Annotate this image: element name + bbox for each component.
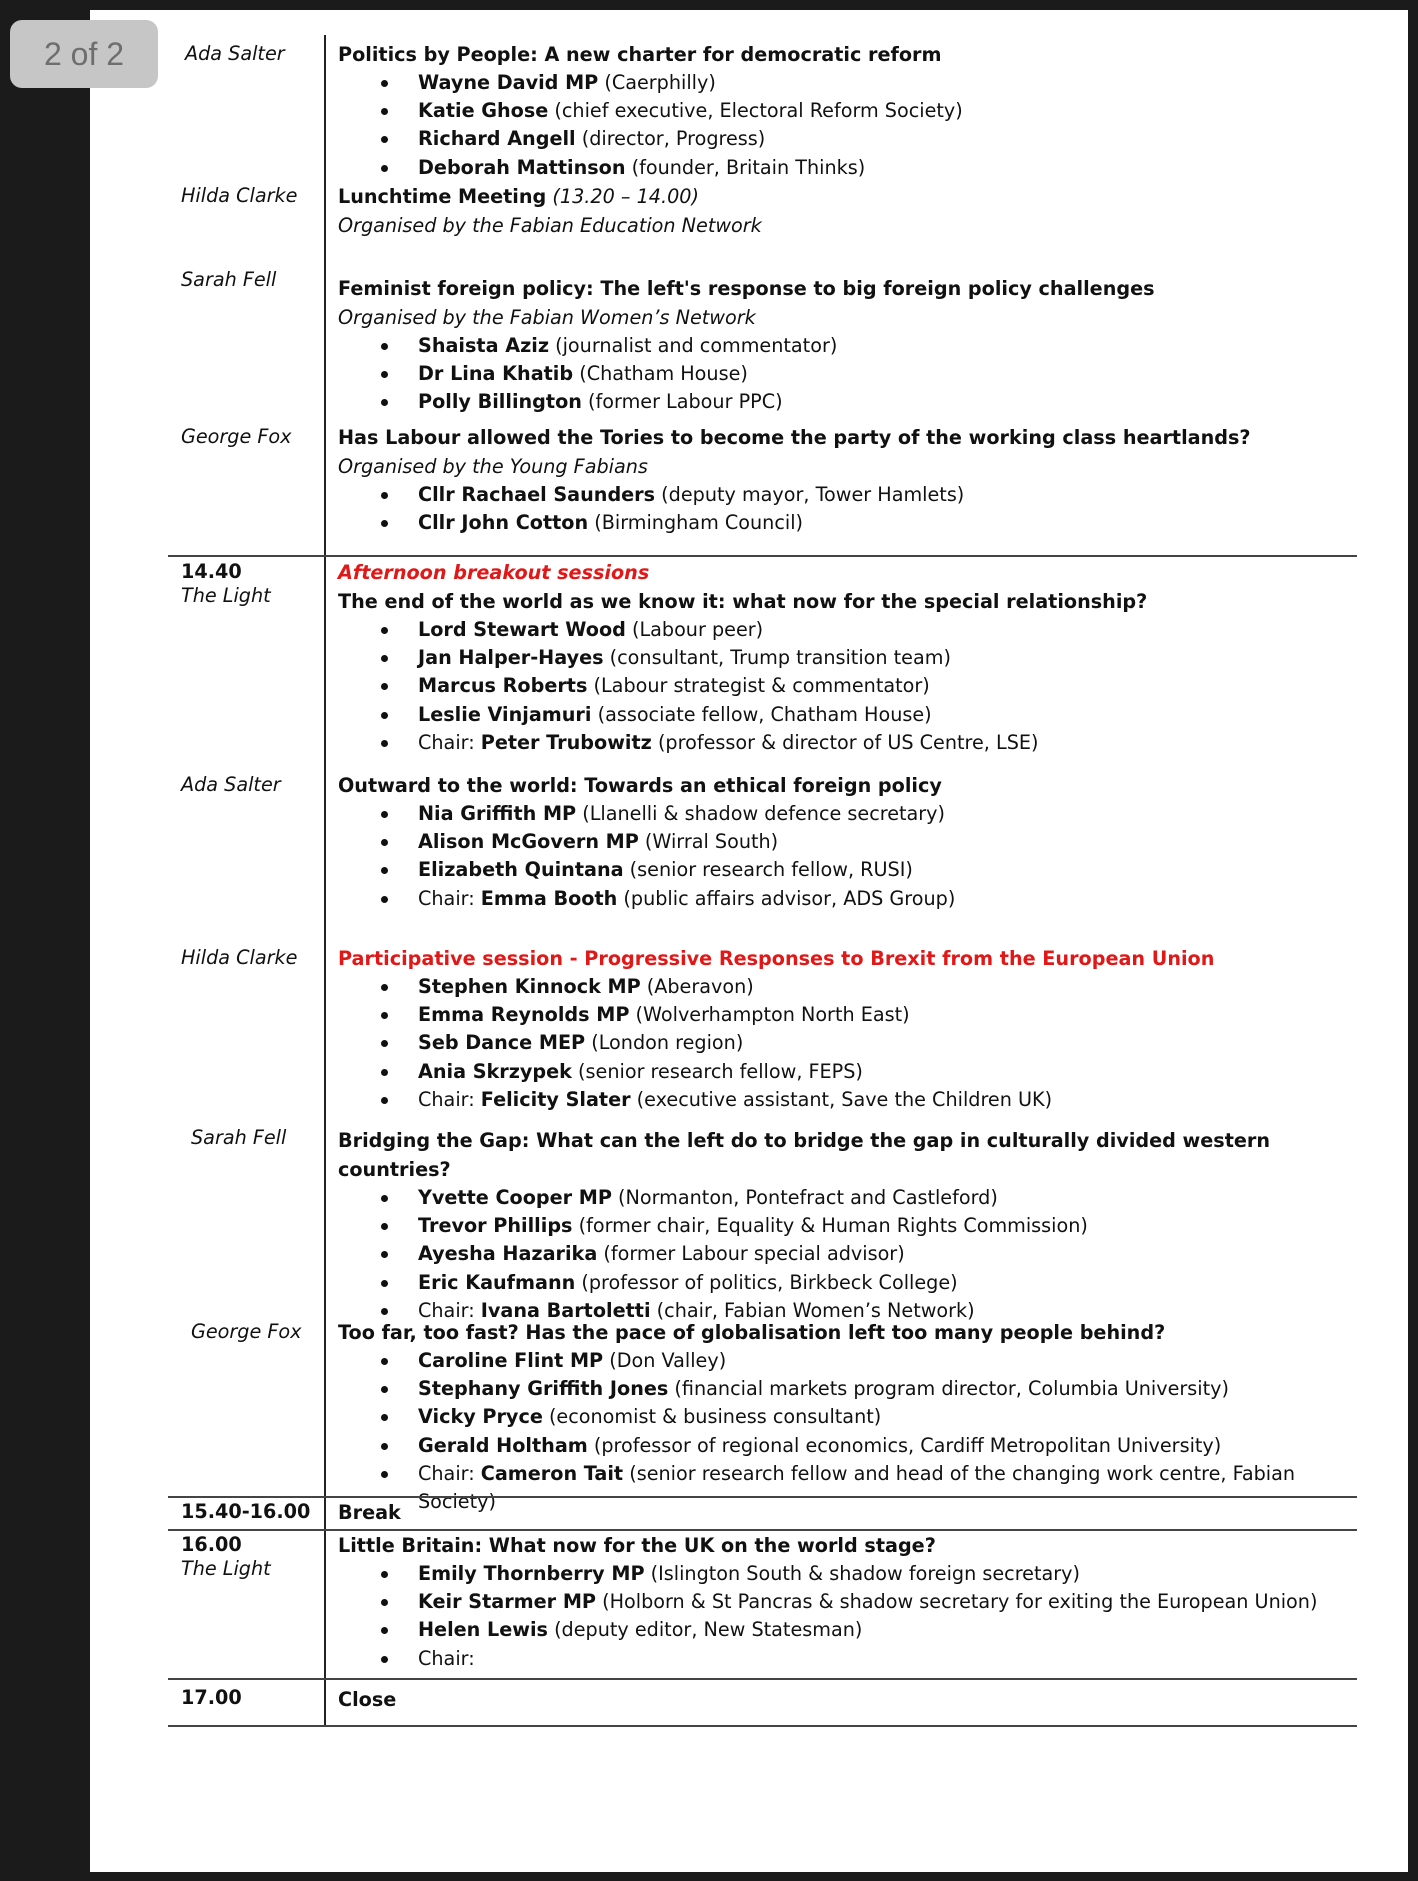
speaker-detail: (Islington South & shadow foreign secretary) (644, 1562, 1081, 1585)
speaker-item (338, 509, 1357, 537)
speaker-name: Wayne David MP (418, 71, 599, 94)
speaker-name: Caroline Flint MP (418, 1349, 604, 1372)
section-label: Afternoon breakout sessions (338, 561, 650, 584)
room-label: The Light (181, 584, 271, 607)
speaker-detail: (professor of regional economics, Cardiff Metropolitan University) (587, 1433, 1222, 1457)
session-title: Politics by People: A new charter for democratic reform (338, 43, 942, 66)
schedule-row (168, 770, 1357, 922)
time-label: 17.00 (181, 1686, 242, 1709)
speaker-item (338, 1240, 1357, 1268)
organiser-note: Organised by the Fabian Education Network (338, 214, 762, 237)
session-title: The end of the world as we know it: what now for the special relationship? (338, 590, 1148, 613)
schedule-row (168, 177, 1357, 260)
speaker-name: Emily Thornberry MP (418, 1562, 645, 1585)
speaker-item (338, 1269, 1357, 1297)
time-label: 14.40 (181, 560, 242, 583)
speaker-list (338, 332, 1357, 417)
room-label: Ada Salter (185, 42, 285, 65)
session-title: Feminist foreign policy: The left's response to big foreign policy challenges (338, 277, 1155, 300)
speaker-name: Ayesha Hazarika (418, 1242, 598, 1266)
speaker-name: Peter Trubowitz (480, 730, 652, 754)
speaker-name: Marcus Roberts (418, 674, 588, 698)
speaker-detail: (Wirral South) (638, 830, 779, 854)
speaker-detail: (Birmingham Council) (588, 511, 804, 535)
speaker-name: Richard Angell (418, 127, 576, 151)
speaker-detail: (Llanelli & shadow defence secretary) (576, 802, 946, 825)
chair-prefix: Chair: (418, 886, 481, 910)
speaker-name: Seb Dance MEP (418, 1031, 586, 1055)
time-label: 15.40-16.00 (181, 1500, 311, 1523)
session-title: Little Britain: What now for the UK on the world stage? (338, 1534, 936, 1557)
schedule-row (168, 1529, 1357, 1678)
speaker-detail: (deputy mayor, Tower Hamlets) (655, 483, 965, 506)
speaker-item (338, 1086, 1357, 1114)
speaker-name: Eric Kaufmann (418, 1270, 576, 1294)
speaker-item (338, 1616, 1357, 1644)
schedule-row (168, 922, 1357, 1118)
speaker-detail: (chair, Fabian Women’s Network) (650, 1298, 975, 1322)
speaker-item (338, 388, 1357, 416)
speaker-name: Felicity Slater (480, 1087, 631, 1111)
speaker-name: Cameron Tait (480, 1461, 624, 1485)
session-title: Close (338, 1688, 397, 1711)
schedule-row (168, 1118, 1357, 1322)
speaker-item (338, 1560, 1357, 1588)
speaker-item (338, 360, 1357, 388)
speaker-detail: (Labour peer) (625, 618, 764, 641)
room-label: Hilda Clarke (181, 184, 298, 207)
speaker-name: Yvette Cooper MP (418, 1186, 612, 1209)
speaker-item (338, 1645, 1357, 1673)
schedule-row (168, 417, 1357, 555)
speaker-name: Katie Ghose (418, 99, 549, 123)
speaker-name: Trevor Phillips (418, 1214, 573, 1238)
room-label: Ada Salter (181, 773, 281, 796)
speaker-detail: (Normanton, Pontefract and Castleford) (611, 1186, 998, 1209)
speaker-item (338, 1375, 1357, 1403)
session-title: Break (338, 1501, 401, 1524)
speaker-item (338, 481, 1357, 509)
speaker-name: Ivana Bartoletti (480, 1298, 651, 1322)
time-label: 16.00 (181, 1533, 242, 1556)
room-label: Sarah Fell (191, 1126, 287, 1149)
speaker-list (338, 800, 1357, 913)
speaker-name: Elizabeth Quintana (418, 858, 624, 882)
speaker-detail: (professor of politics, Birkbeck College) (575, 1270, 958, 1294)
speaker-detail: (senior research fellow and head of the changing work centre, Fabian Society) (418, 1461, 1296, 1514)
speaker-list (338, 1560, 1357, 1673)
speaker-name: Cllr John Cotton (418, 511, 589, 535)
session-time-note: (13.20 – 14.00) (546, 185, 700, 208)
speaker-name: Nia Griffith MP (418, 802, 577, 825)
room-label: George Fox (181, 425, 292, 448)
speaker-item (338, 125, 1357, 153)
speaker-detail: (former chair, Equality & Human Rights Commission) (572, 1214, 1088, 1238)
speaker-item (338, 672, 1357, 700)
room-label: Hilda Clarke (181, 946, 298, 969)
speaker-detail: (executive assistant, Save the Children UK) (630, 1087, 1053, 1111)
speaker-name: Polly Billington (418, 390, 582, 414)
speaker-item (338, 729, 1357, 757)
speaker-detail: (Wolverhampton North East) (629, 1003, 910, 1027)
speaker-name: Jan Halper-Hayes (418, 646, 604, 670)
speaker-item (338, 1001, 1357, 1029)
schedule-row (168, 555, 1357, 770)
speaker-name: Stephen Kinnock MP (418, 975, 641, 998)
room-label: The Light (181, 1557, 271, 1580)
speaker-item (338, 800, 1357, 828)
speaker-detail: (professor & director of US Centre, LSE) (651, 730, 1039, 754)
room-label: George Fox (191, 1320, 302, 1343)
chair-prefix: Chair: (418, 1087, 481, 1111)
speaker-list (338, 481, 1357, 537)
speaker-detail: (Labour strategist & commentator) (587, 674, 930, 698)
speaker-name: Cllr Rachael Saunders (418, 483, 656, 506)
speaker-detail: (Aberavon) (640, 975, 754, 998)
speaker-detail: (London region) (585, 1031, 744, 1055)
speaker-detail: (Chatham House) (573, 362, 748, 386)
document-page (90, 10, 1408, 1872)
speaker-detail: (financial markets program director, Columbia University) (668, 1377, 1229, 1401)
speaker-name: Lord Stewart Wood (418, 618, 626, 641)
speaker-name: Shaista Aziz (418, 334, 549, 357)
organiser-note: Organised by the Young Fabians (338, 455, 648, 478)
speaker-detail: (deputy editor, New Statesman) (547, 1618, 863, 1642)
speaker-detail: (former Labour PPC) (581, 390, 783, 414)
speaker-detail: (chief executive, Electoral Reform Society) (548, 99, 963, 123)
speaker-list (338, 616, 1357, 757)
speaker-name: Stephany Griffith Jones (418, 1377, 669, 1401)
speaker-item (338, 828, 1357, 856)
speaker-detail: (senior research fellow, RUSI) (623, 858, 913, 882)
speaker-list (338, 69, 1357, 182)
schedule-row (168, 260, 1357, 417)
speaker-list (338, 1347, 1357, 1516)
chair-prefix: Chair: (418, 1298, 481, 1322)
schedule-row (168, 1496, 1357, 1529)
speaker-detail: (economist & business consultant) (542, 1405, 882, 1429)
speaker-name: Leslie Vinjamuri (418, 702, 592, 726)
speaker-item (338, 616, 1357, 644)
speaker-item (338, 1029, 1357, 1057)
speaker-detail: (Caerphilly) (598, 71, 716, 94)
speaker-item (338, 1347, 1357, 1375)
speaker-detail: (public affairs advisor, ADS Group) (617, 886, 956, 910)
speaker-list (338, 973, 1357, 1114)
session-title: Too far, too fast? Has the pace of globalisation left too many people behind? (338, 1321, 1166, 1344)
session-title: Bridging the Gap: What can the left do to bridge the gap in culturally divided western countries? (338, 1129, 1271, 1181)
chair-prefix: Chair: (418, 1646, 475, 1670)
speaker-detail: (founder, Britain Thinks) (625, 155, 866, 179)
schedule-table (168, 35, 1357, 1727)
speaker-detail: (director, Progress) (575, 127, 766, 151)
session-title: Outward to the world: Towards an ethical foreign policy (338, 774, 942, 797)
speaker-name: Emma Reynolds MP (418, 1003, 630, 1027)
speaker-item (338, 973, 1357, 1001)
schedule-row (168, 1678, 1357, 1727)
speaker-item (338, 885, 1357, 913)
page-indicator: 2 of 2 (10, 20, 158, 88)
session-title: Lunchtime Meeting (338, 185, 547, 208)
speaker-name: Emma Booth (480, 886, 618, 910)
speaker-name: Helen Lewis (418, 1618, 548, 1642)
speaker-name: Deborah Mattinson (418, 155, 626, 179)
speaker-detail: (senior research fellow, FEPS) (571, 1059, 863, 1083)
room-label: Sarah Fell (181, 268, 277, 291)
speaker-name: Vicky Pryce (418, 1405, 543, 1429)
speaker-item (338, 332, 1357, 360)
chair-prefix: Chair: (418, 1461, 481, 1485)
speaker-item (338, 856, 1357, 884)
speaker-item (338, 1212, 1357, 1240)
speaker-detail: (Holborn & St Pancras & shadow secretary for exiting the European Union) (595, 1590, 1318, 1614)
speaker-item (338, 1588, 1357, 1616)
speaker-item (338, 1403, 1357, 1431)
speaker-name: Ania Skrzypek (418, 1059, 572, 1083)
speaker-item (338, 1432, 1357, 1460)
speaker-name: Dr Lina Khatib (418, 362, 574, 386)
speaker-name: Gerald Holtham (418, 1433, 588, 1457)
chair-prefix: Chair: (418, 730, 481, 754)
speaker-detail: (journalist and commentator) (549, 334, 838, 357)
speaker-item (338, 1058, 1357, 1086)
speaker-item (338, 97, 1357, 125)
speaker-item (338, 644, 1357, 672)
speaker-name: Keir Starmer MP (418, 1590, 596, 1614)
speaker-item (338, 1184, 1357, 1212)
session-title: Participative session - Progressive Responses to Brexit from the European Union (338, 947, 1215, 970)
speaker-list (338, 1184, 1357, 1325)
speaker-name: Alison McGovern MP (418, 830, 639, 854)
schedule-row (168, 35, 1357, 177)
speaker-item (338, 69, 1357, 97)
speaker-detail: (Don Valley) (603, 1349, 727, 1372)
speaker-detail: (associate fellow, Chatham House) (591, 702, 932, 726)
speaker-detail: (former Labour special advisor) (597, 1242, 905, 1266)
speaker-detail: (consultant, Trump transition team) (603, 646, 951, 670)
session-title: Has Labour allowed the Tories to become the party of the working class heartlands? (338, 426, 1251, 449)
organiser-note: Organised by the Fabian Women’s Network (338, 306, 756, 329)
speaker-item (338, 701, 1357, 729)
